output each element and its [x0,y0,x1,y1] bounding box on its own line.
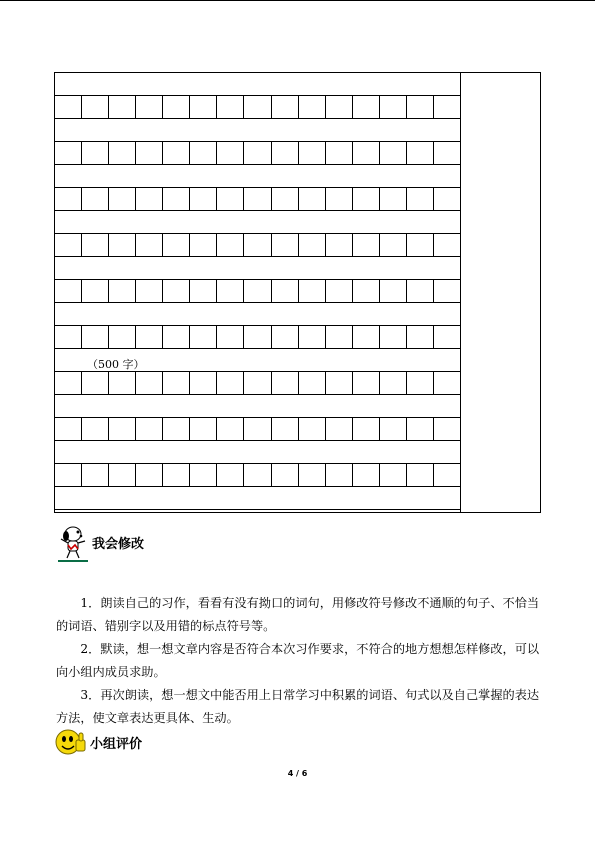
grid-cell [136,188,163,210]
revise-item-2: 2．默读，想一想文章内容是否符合本次习作要求，不符合的地方想想怎样修改，可以向小组内成员求助。 [56,642,540,679]
grid-cell [272,188,299,210]
grid-cell [299,464,326,486]
grid-cell-row [55,234,460,257]
grid-spacing-row [55,257,460,280]
grid-cell [407,372,434,394]
grid-cell [407,326,434,348]
grid-cell [190,326,217,348]
grid-cell [353,142,380,164]
grid-cell [109,142,136,164]
section-title-revise: 我会修改 [92,537,145,552]
grid-cell [136,234,163,256]
grid-spacing-row [55,441,460,464]
grid-cell [163,326,190,348]
grid-cell [163,464,190,486]
grid-cell [190,418,217,440]
grid-cell [434,372,460,394]
word-count-marker: （500 字） [87,358,145,371]
grid-cell [55,418,82,440]
grid-cell [272,280,299,302]
grid-cell [299,188,326,210]
grid-spacing-row [55,165,460,188]
grid-cell [82,188,109,210]
grid-margin-divider [460,73,461,512]
grid-cell [380,280,407,302]
grid-cell [109,280,136,302]
grid-cell [190,372,217,394]
section-title-group: 小组评价 [90,737,143,752]
grid-cell [380,142,407,164]
grid-cell [353,96,380,118]
grid-cell [407,464,434,486]
grid-cell [136,96,163,118]
page-top-rule [0,0,595,1]
grid-cell [272,464,299,486]
thumbs-up-smiley-icon [54,727,88,757]
grid-spacing-row [55,303,460,326]
grid-cell [55,372,82,394]
revise-item-1: 1．朗读自己的习作，看看有没有拗口的词句，用修改符号修改不通顺的句子、不恰当的词语、错别字以及用错的标点符号等。 [56,596,540,633]
grid-cell [407,96,434,118]
grid-cell [163,234,190,256]
grid-cell [190,234,217,256]
grid-cell [434,234,460,256]
grid-cell [82,96,109,118]
grid-cell [244,234,271,256]
grid-cell [217,464,244,486]
grid-cell [244,418,271,440]
grid-cell [353,188,380,210]
grid-cell [109,464,136,486]
grid-cell [353,280,380,302]
grid-cell [163,280,190,302]
grid-cell-row [55,464,460,487]
grid-cell [217,188,244,210]
grid-cell [434,142,460,164]
grid-cell [407,418,434,440]
grid-cell [326,280,353,302]
grid-cell [272,234,299,256]
grid-cell [380,418,407,440]
grid-cell [55,142,82,164]
grid-cell-row [55,188,460,211]
grid-cell [434,280,460,302]
grid-cell [353,372,380,394]
grid-cell [326,188,353,210]
grid-spacing-row [55,487,460,510]
grid-cell [299,418,326,440]
grid-spacing-row [55,211,460,234]
grid-cell-row [55,418,460,441]
grid-cell [326,234,353,256]
grid-cell [272,142,299,164]
snoopy-dog-icon [56,525,90,563]
grid-cell [380,372,407,394]
grid-cell [190,96,217,118]
grid-cell [82,142,109,164]
grid-cell [244,372,271,394]
grid-cell [163,96,190,118]
grid-cell-row [55,326,460,349]
grid-cell [163,188,190,210]
composition-grid [54,72,541,513]
grid-cell [55,96,82,118]
grid-cell [380,96,407,118]
grid-cell [136,372,163,394]
grid-cell [190,142,217,164]
page-number: 4 / 6 [287,769,308,778]
grid-cell [82,418,109,440]
grid-cell [434,96,460,118]
grid-cell [55,234,82,256]
grid-cell [244,142,271,164]
grid-cell [299,96,326,118]
grid-cell [109,418,136,440]
grid-cell [55,188,82,210]
grid-cell [353,464,380,486]
grid-cell-row [55,96,460,119]
grid-cell [326,464,353,486]
grid-cell [217,280,244,302]
grid-cell [217,234,244,256]
grid-cell [217,418,244,440]
grid-cell [407,234,434,256]
grid-cell [217,142,244,164]
grid-cell [217,326,244,348]
grid-cell [244,464,271,486]
grid-cell [109,372,136,394]
grid-cell-row [55,280,460,303]
grid-cell [55,464,82,486]
grid-cell [136,464,163,486]
grid-cell [326,326,353,348]
grid-cell [82,372,109,394]
grid-cell [272,418,299,440]
grid-cell [326,142,353,164]
grid-cell [272,326,299,348]
grid-cell [380,326,407,348]
grid-cell [136,142,163,164]
grid-cell [82,234,109,256]
grid-cell-row [55,372,460,395]
grid-cell [136,326,163,348]
grid-cell [353,418,380,440]
grid-cell [109,96,136,118]
grid-spacing-row [55,119,460,142]
grid-cell-row [55,142,460,165]
grid-cell [407,142,434,164]
grid-cell [109,234,136,256]
grid-cell [326,372,353,394]
grid-cell [82,464,109,486]
grid-cell [299,234,326,256]
grid-cell [244,280,271,302]
grid-spacing-row [55,73,460,96]
grid-cell [272,96,299,118]
grid-cell [82,280,109,302]
grid-cell [163,418,190,440]
grid-cell [299,142,326,164]
grid-cell [244,188,271,210]
grid-cell [434,418,460,440]
grid-cell [407,280,434,302]
grid-cell [380,464,407,486]
grid-spacing-row [55,395,460,418]
grid-cell [380,234,407,256]
grid-cell [109,326,136,348]
grid-cell [163,142,190,164]
grid-cell [109,188,136,210]
grid-cell [217,372,244,394]
grid-cell [190,188,217,210]
grid-cell [190,280,217,302]
grid-cell [299,326,326,348]
grid-cell [55,326,82,348]
grid-cell [136,280,163,302]
grid-cell [217,96,244,118]
grid-cell [190,464,217,486]
grid-cell [299,372,326,394]
grid-cell [163,372,190,394]
grid-cell [326,96,353,118]
grid-cell [244,326,271,348]
grid-cell [299,280,326,302]
grid-cell [434,188,460,210]
grid-cell [407,188,434,210]
grid-cell [82,326,109,348]
grid-cell [434,464,460,486]
grid-cell [353,326,380,348]
grid-cell [380,188,407,210]
grid-cell [272,372,299,394]
revise-item-3: 3．再次朗读，想一想文中能否用上日常学习中积累的词语、句式以及自己掌握的表达方法，使文章表达更具体、生动。 [56,688,540,725]
grid-cell [326,418,353,440]
grid-cell [55,280,82,302]
grid-cell [353,234,380,256]
grid-cell [244,96,271,118]
grid-cell [136,418,163,440]
grid-cell [434,326,460,348]
